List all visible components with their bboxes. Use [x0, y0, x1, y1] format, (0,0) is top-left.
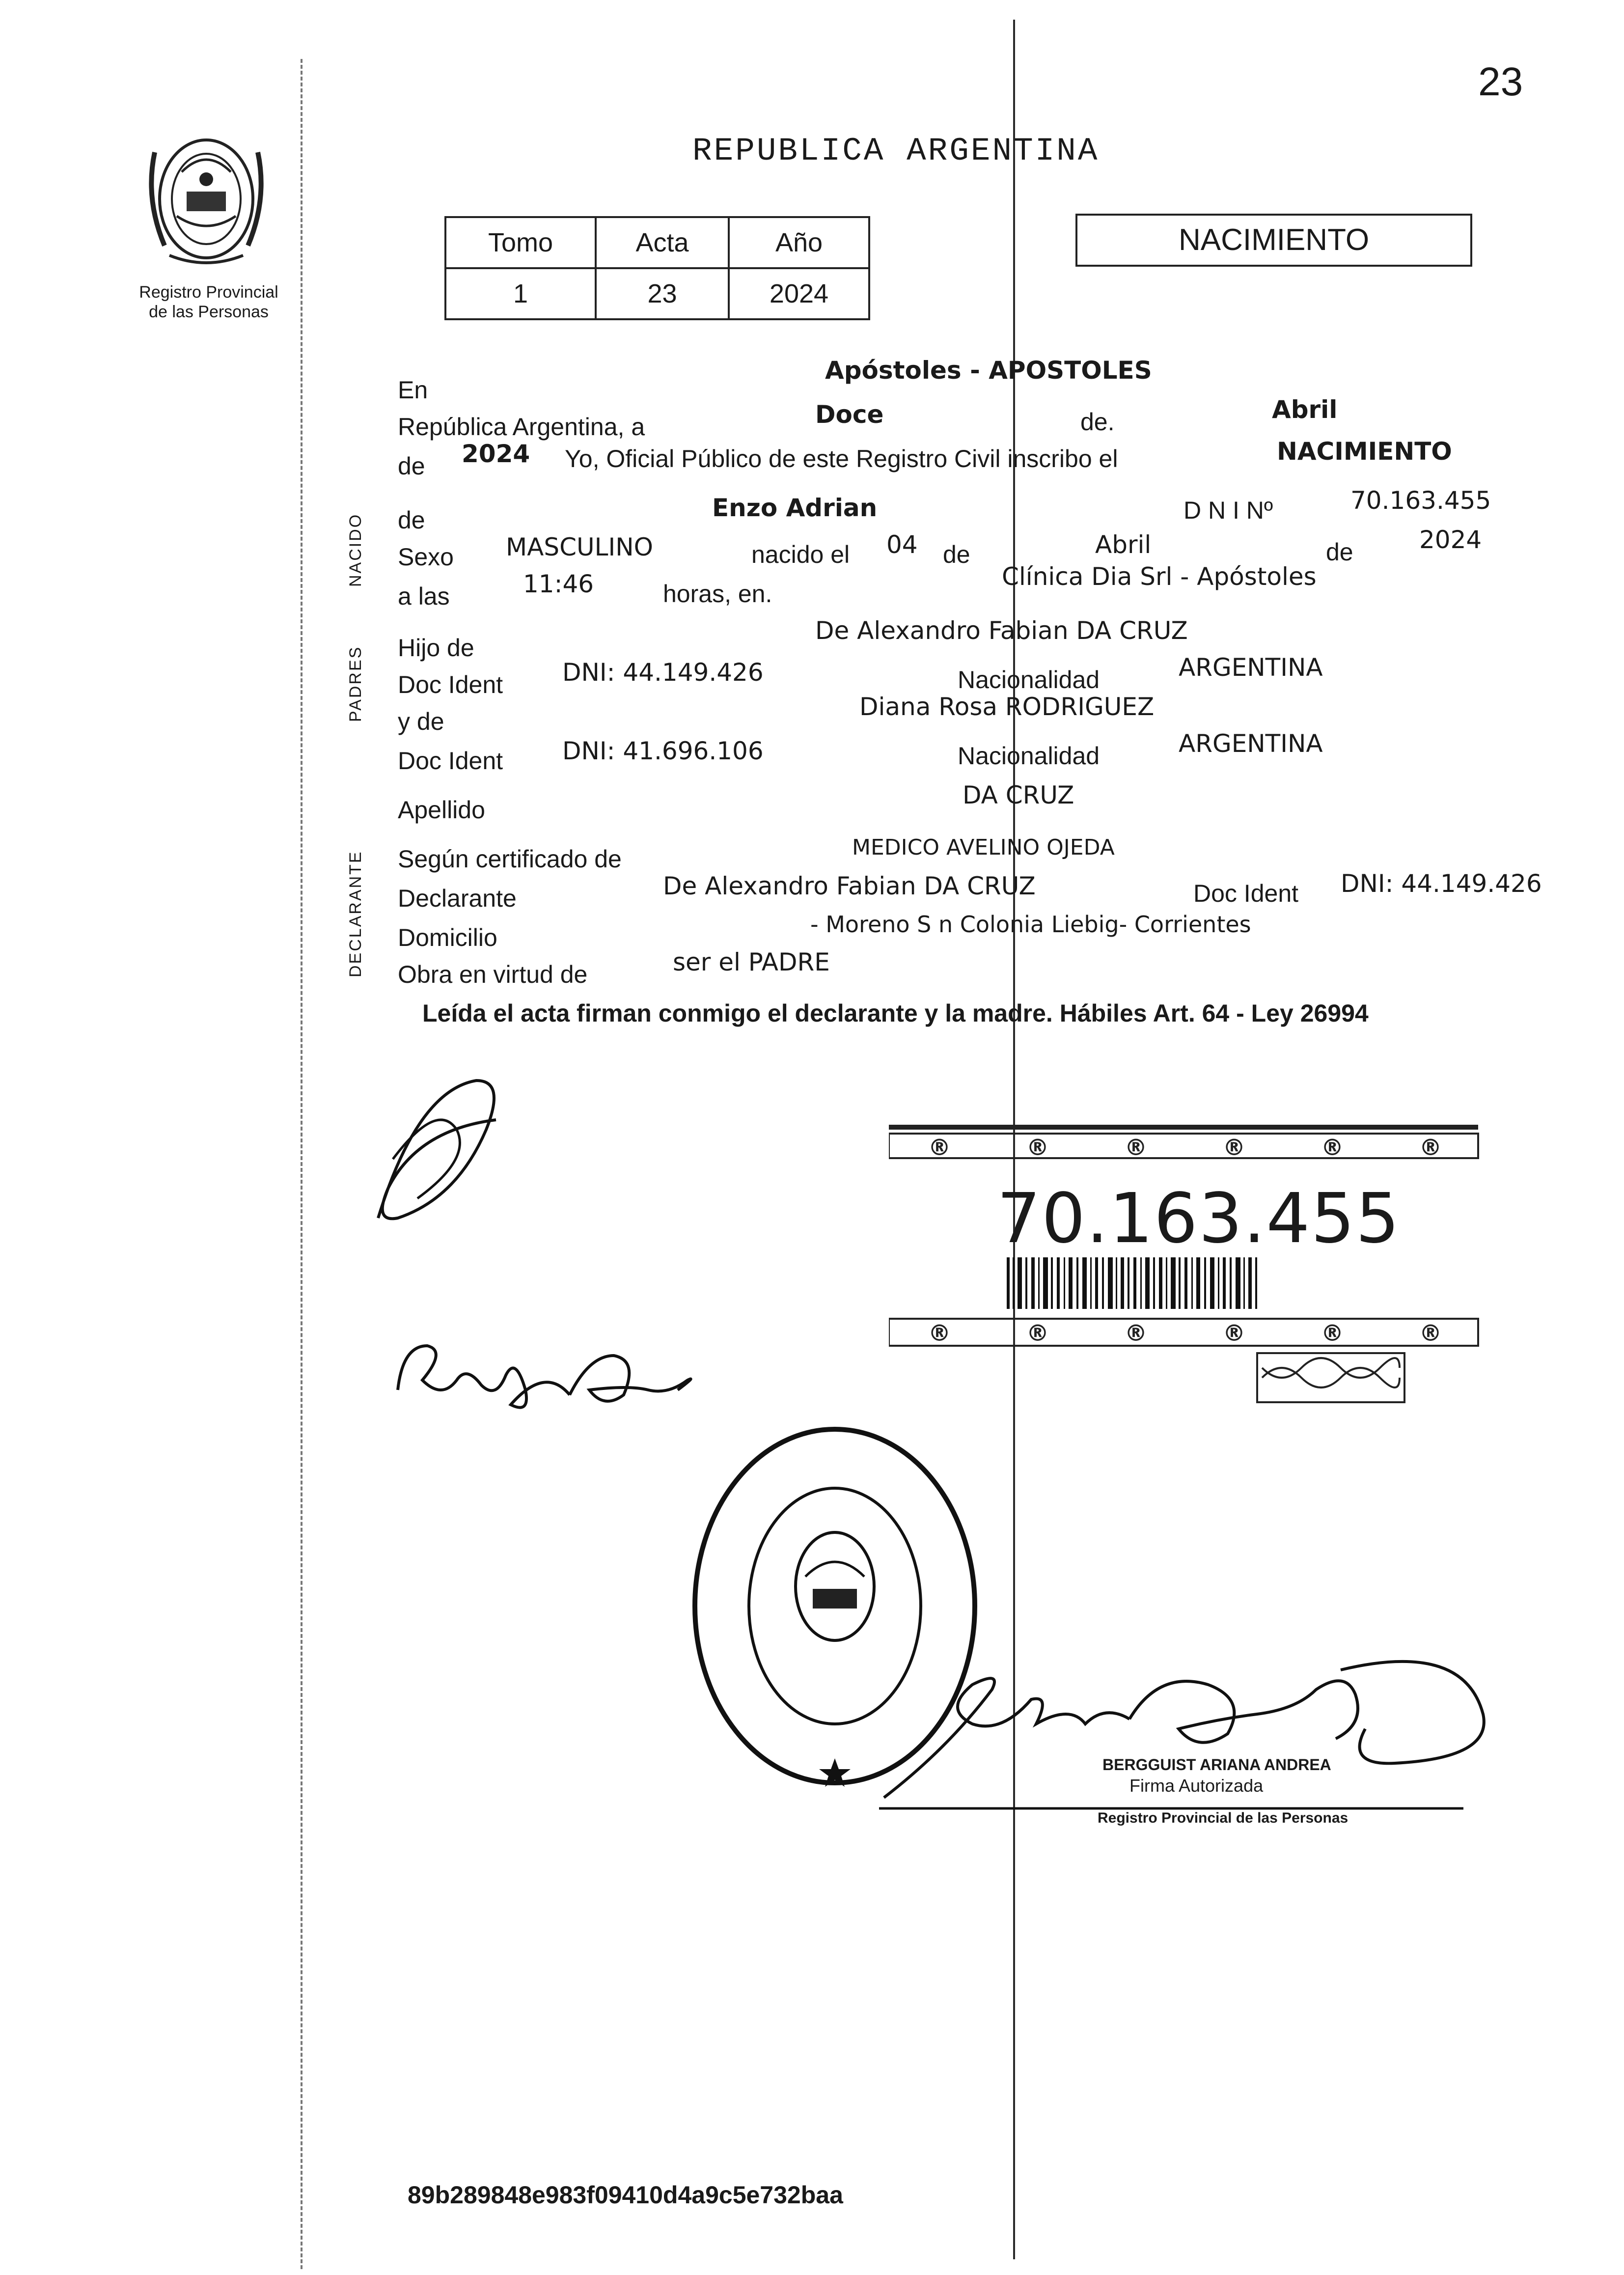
label-hijo-de: Hijo de	[398, 634, 474, 662]
label-doc-ident-2: Doc Ident	[398, 747, 503, 775]
value-place: Apóstoles - APOSTOLES	[825, 356, 1152, 385]
registry-header-row	[445, 217, 869, 268]
value-mother-nat: ARGENTINA	[1179, 729, 1323, 758]
value-surname: DA CRUZ	[963, 781, 1074, 809]
value-declarant: De Alexandro Fabian DA CRUZ	[663, 872, 1036, 900]
barcode-number: 70.163.455	[997, 1179, 1401, 1259]
value-year: 2024	[462, 440, 530, 468]
label-doc-ident-1: Doc Ident	[398, 671, 503, 698]
value-father: De Alexandro Fabian DA CRUZ	[815, 616, 1188, 645]
svg-text:®: ®	[1125, 1134, 1147, 1161]
label-declarante: Declarante	[398, 885, 517, 912]
value-declarant-dni: DNI: 44.149.426	[1341, 869, 1542, 898]
official-name: BERGGUIST ARIANA ANDREA	[1102, 1756, 1331, 1774]
value-birth-month: Abril	[1095, 530, 1152, 559]
svg-text:®: ®	[1223, 1134, 1245, 1161]
label-y-de: y de	[398, 708, 444, 735]
declarant-signature-icon	[358, 1071, 516, 1238]
label-de-name: de	[398, 506, 425, 534]
value-time: 11:46	[523, 570, 594, 598]
value-mother: Diana Rosa RODRIGUEZ	[859, 693, 1155, 721]
section-padres: PADRES	[346, 645, 365, 722]
value-birth-place: Clínica Dia Srl - Apóstoles	[1002, 562, 1317, 591]
label-obra: Obra en virtud de	[398, 961, 588, 988]
svg-text:®: ®	[1026, 1320, 1049, 1346]
svg-text:®: ®	[1419, 1134, 1442, 1161]
official-role: Firma Autorizada	[1129, 1776, 1264, 1796]
value-act: NACIMIENTO	[1277, 437, 1452, 466]
label-nacido-el: nacido el	[751, 541, 850, 568]
svg-text:®: ®	[928, 1134, 951, 1161]
registry-header-tomo: Tomo	[445, 217, 596, 268]
label-de-birth-year: de	[1326, 538, 1353, 566]
label-nacionalidad-2: Nacionalidad	[958, 742, 1100, 770]
section-nacido: NACIDO	[346, 513, 365, 587]
value-sex: MASCULINO	[506, 533, 653, 561]
act-type-box: NACIMIENTO	[1075, 214, 1472, 267]
official-org: Registro Provincial de las Personas	[1098, 1810, 1349, 1826]
label-apellido: Apellido	[398, 796, 485, 824]
value-mother-dni: DNI: 41.696.106	[562, 737, 764, 765]
value-father-nat: ARGENTINA	[1179, 653, 1323, 682]
label-sexo: Sexo	[398, 543, 454, 571]
registry-value-acta: 23	[596, 268, 729, 319]
value-father-dni: DNI: 44.149.426	[562, 658, 764, 687]
crest-label-line2: de las Personas	[149, 303, 269, 321]
province-crest-icon	[135, 118, 277, 275]
value-name: Enzo Adrian	[712, 494, 878, 522]
margin-line	[301, 59, 303, 2269]
label-doc-ident-3: Doc Ident	[1193, 880, 1299, 907]
value-month: Abril	[1272, 395, 1338, 424]
label-de-birth-month: de	[943, 541, 970, 568]
svg-text:®: ®	[1125, 1320, 1147, 1346]
value-address: - Moreno S n Colonia Liebig- Corrientes	[810, 911, 1251, 938]
label-de-month: de.	[1080, 408, 1115, 436]
label-de-year: de	[398, 452, 425, 480]
crest-label-line1: Registro Provincial	[139, 283, 278, 302]
svg-text:®: ®	[1026, 1134, 1049, 1161]
section-declarante: DECLARANTE	[346, 850, 365, 977]
registry-header-ano: Año	[729, 217, 869, 268]
registry-value-ano: 2024	[729, 268, 869, 319]
document-title: REPUBLICA ARGENTINA	[692, 133, 1100, 169]
label-horas-en: horas, en.	[663, 580, 772, 608]
label-a-las: a las	[398, 583, 450, 610]
label-domicilio: Domicilio	[398, 924, 497, 951]
crest-label	[125, 282, 292, 322]
mother-signature-icon	[383, 1326, 707, 1419]
value-certificate: MEDICO AVELINO OJEDA	[852, 835, 1115, 860]
value-birth-year: 2024	[1419, 526, 1482, 554]
svg-text:®: ®	[928, 1320, 951, 1346]
registry-value-row	[445, 268, 869, 319]
registry-value-tomo: 1	[445, 268, 596, 319]
svg-text:®: ®	[1321, 1134, 1344, 1161]
svg-text:®: ®	[1419, 1320, 1442, 1346]
closing-note: Leída el acta firman conmigo el declarante y la madre. Hábiles Art. 64 - Ley 26994	[422, 999, 1369, 1027]
label-en: En	[398, 376, 428, 404]
value-day-word: Doce	[815, 400, 884, 429]
label-nacionalidad-1: Nacionalidad	[958, 666, 1100, 694]
document-hash: 89b289848e983f09410d4a9c5e732baa	[408, 2181, 843, 2209]
registry-table	[444, 216, 870, 320]
value-capacity: ser el PADRE	[673, 948, 830, 976]
label-republica: República Argentina, a	[398, 413, 645, 441]
value-birth-day: 04	[886, 530, 918, 559]
svg-text:®: ®	[1223, 1320, 1245, 1346]
label-yo: Yo, Oficial Público de este Registro Civil inscribo el	[565, 445, 1118, 472]
label-segun: Según certificado de	[398, 845, 622, 873]
label-dni-no: D N I Nº	[1184, 497, 1273, 524]
value-dni: 70.163.455	[1350, 486, 1491, 515]
page-number: 23	[1478, 59, 1523, 104]
registry-header-acta: Acta	[596, 217, 729, 268]
svg-text:®: ®	[1321, 1320, 1344, 1346]
